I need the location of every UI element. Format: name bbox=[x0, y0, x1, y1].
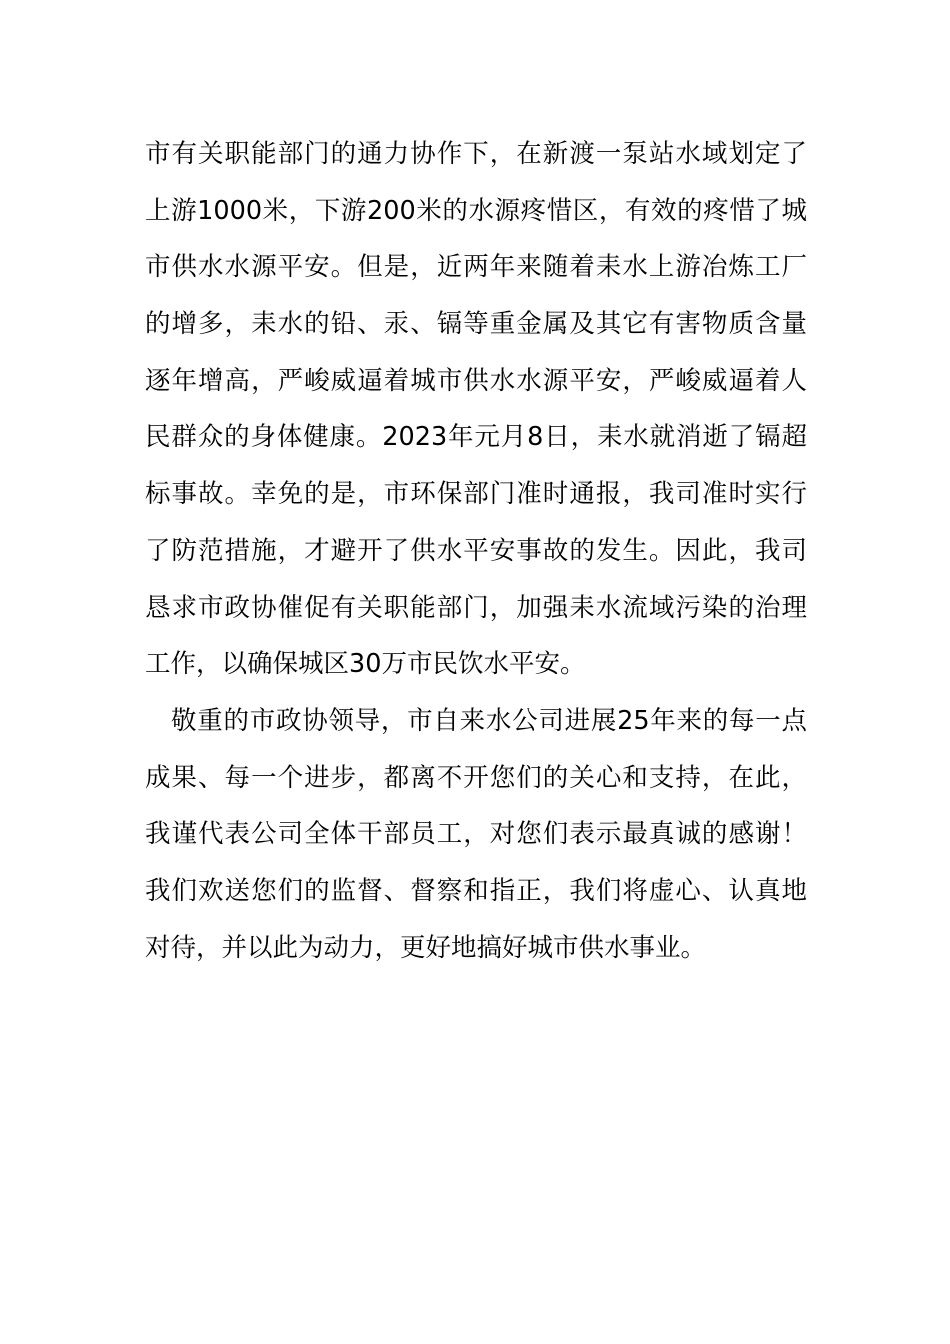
text-line: 工作，以确保城区30万市民饮水平安。 bbox=[145, 649, 586, 680]
text-line: 恳求市政协催促有关职能部门，加强耒水流域污染的治理 bbox=[145, 592, 807, 623]
text-line: 了防范措施，才避开了供水平安事故的发生。因此，我司 bbox=[145, 535, 807, 566]
paragraph-2 bbox=[145, 693, 807, 976]
text-line: 民群众的身体健康。2023年元月8日，耒水就消逝了镉超 bbox=[145, 422, 807, 453]
text-line: 对待，并以此为动力，更好地搞好城市供水事业。 bbox=[145, 932, 707, 963]
text-line: 市有关职能部门的通力协作下，在新渡一泵站水域划定了 bbox=[145, 139, 807, 169]
text-line: 上游1000米，下游200米的水源疼惜区，有效的疼惜了城 bbox=[145, 195, 807, 226]
text-line: 标事故。幸免的是，市环保部门准时通报，我司准时实行 bbox=[145, 479, 807, 510]
document-body bbox=[145, 126, 807, 976]
paragraph-1 bbox=[145, 126, 807, 693]
text-line: 我们欢送您们的监督、督察和指正，我们将虚心、认真地 bbox=[145, 875, 807, 906]
text-line: 逐年增高，严峻威逼着城市供水水源平安，严峻威逼着人 bbox=[145, 365, 807, 396]
text-line: 市供水水源平安。但是，近两年来随着耒水上游冶炼工厂 bbox=[145, 252, 807, 283]
text-line: 我谨代表公司全体干部员工，对您们表示最真诚的感谢！ bbox=[145, 819, 807, 850]
text-line: 成果、每一个进步，都离不开您们的关心和支持，在此， bbox=[145, 762, 807, 793]
text-line: 的增多，耒水的铅、汞、镉等重金属及其它有害物质含量 bbox=[145, 309, 807, 340]
text-line: 敬重的市政协领导，市自来水公司进展25年来的每一点 bbox=[171, 705, 807, 736]
